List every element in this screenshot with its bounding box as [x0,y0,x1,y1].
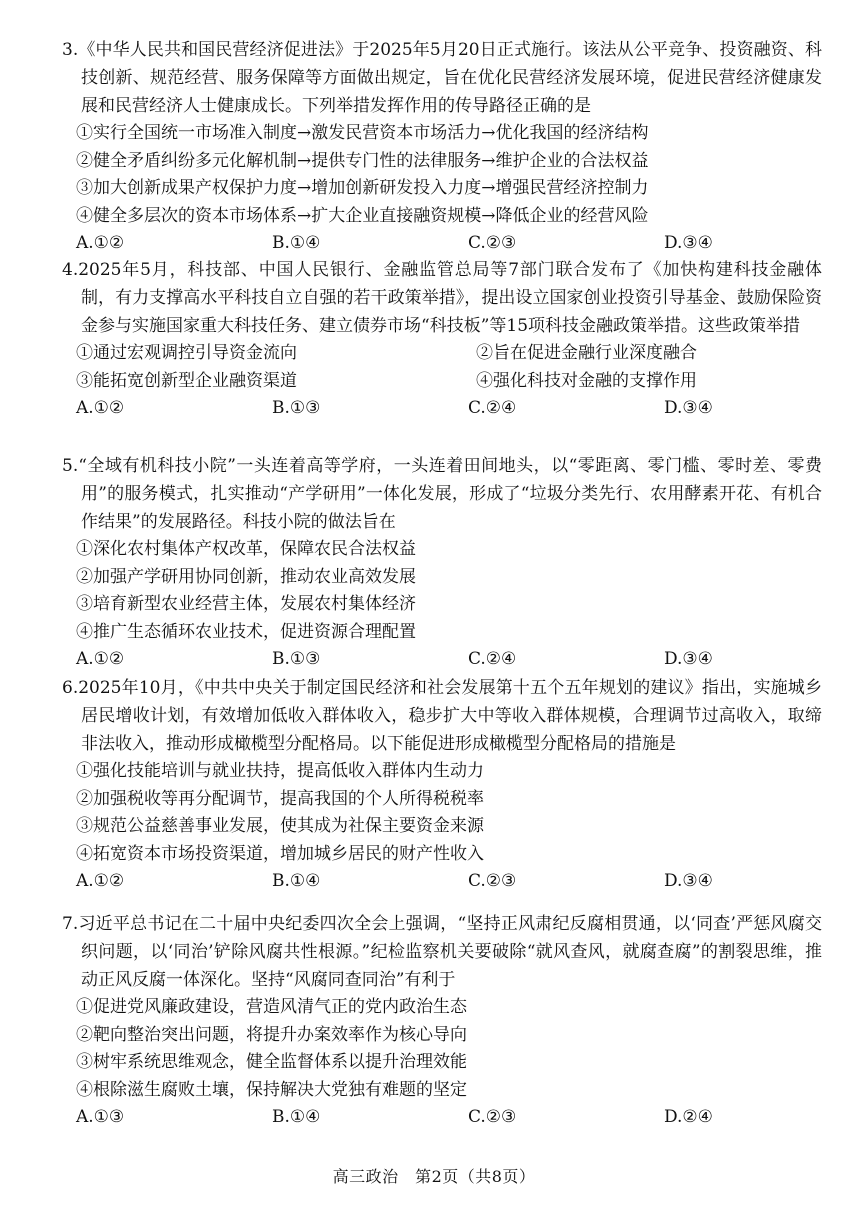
option-1: ①通过宏观调控引导资金流向 [76,343,297,363]
answer-a: A.①② [76,871,125,891]
question-7 [62,910,822,1132]
answer-b: B.①④ [272,1107,321,1127]
option-4: ④拓宽资本市场投资渠道，增加城乡居民的财产性收入 [76,843,484,864]
option-3: ③规范公益慈善事业发展，使其成为社保主要资金来源 [76,816,484,836]
answer-d: D.②④ [664,1107,713,1127]
answer-c: C.②③ [468,233,517,253]
question-6 [62,674,822,896]
option-4: ④健全多层次的资本市场体系→扩大企业直接融资规模→降低企业的经营风险 [76,205,649,226]
answer-b: B.①③ [272,649,321,669]
question-stem: 5.“全域有机科技小院”一头连着高等学府，一头连着田间地头，以“零距离、零门槛、零时差、零费用”的服务模式，扎实推动“产学研用”一体化发展，形成了“垃圾分类先行、农用酵素开花、有机合作结果”的发展路径。科技小院的做法旨在 [62,456,822,532]
option-3: ③加大创新成果产权保护力度→增加创新研发投入力度→增强民营经济控制力 [76,178,649,198]
option-2: ②加强税收等再分配调节，提高我国的个人所得税税率 [76,788,484,809]
option-1: ①实行全国统一市场准入制度→激发民营资本市场活力→优化我国的经济结构 [76,123,649,143]
answer-b: B.①④ [272,233,321,253]
question-3 [62,36,822,258]
answer-d: D.③④ [664,649,713,669]
question-stem: 3.《中华人民共和国民营经济促进法》于2025年5月20日正式施行。该法从公平竞争、投资融资、科技创新、规范经营、服务保障等方面做出规定，旨在优化民营经济发展环境，促进民营经济健康发展和民营经济人士健康成长。下列举措发挥作用的传导路径正确的是 [62,40,822,116]
answer-c: C.②④ [468,398,517,418]
option-4: ④推广生态循环农业技术，促进资源合理配置 [76,621,416,642]
question-4 [62,256,822,423]
question-stem: 7.习近平总书记在二十届中央纪委四次全会上强调，“坚持正风肃纪反腐相贯通，以‘同查’严惩风腐交织问题，以‘同治’铲除风腐共性根源。”纪检监察机关要破除“就风查风，就腐查腐”的割裂思维，推动正风反腐一体深化。坚持“风腐同查同治”有利于 [62,914,822,990]
answer-c: C.②④ [468,649,517,669]
answer-choices [62,395,822,423]
option-1: ①深化农村集体产权改革，保障农民合法权益 [76,539,416,559]
answer-c: C.②③ [468,871,517,891]
answer-b: B.①③ [272,398,321,418]
option-2: ②加强产学研用协同创新，推动农业高效发展 [76,566,416,587]
option-3: ③能拓宽创新型企业融资渠道 [76,370,297,391]
option-row [62,368,822,396]
option-2: ②健全矛盾纠纷多元化解机制→提供专门性的法律服务→维护企业的合法权益 [76,150,649,171]
option-2: ②靶向整治突出问题，将提升办案效率作为核心导向 [76,1024,467,1045]
answer-choices [62,1104,822,1132]
answer-d: D.③④ [664,233,713,253]
answer-d: D.③④ [664,398,713,418]
answer-choices [62,646,822,674]
option-2: ②旨在促进金融行业深度融合 [476,343,697,363]
question-stem: 6.2025年10月，《中共中央关于制定国民经济和社会发展第十五个五年规划的建议》指出，实施城乡居民增收计划，有效增加低收入群体收入，稳步扩大中等收入群体规模，合理调节过高收入，取缔非法收入，推动形成橄榄型分配格局。以下能促进形成橄榄型分配格局的措施是 [62,678,822,754]
option-row [62,340,822,368]
answer-c: C.②③ [468,1107,517,1127]
option-1: ①强化技能培训与就业扶持，提高低收入群体内生动力 [76,761,484,781]
answer-choices [62,230,822,258]
answer-a: A.①② [76,233,125,253]
answer-choices [62,868,822,896]
answer-a: A.①② [76,398,125,418]
option-4: ④根除滋生腐败土壤，保持解决大党独有难题的坚定 [76,1079,467,1100]
answer-d: D.③④ [664,871,713,891]
answer-a: A.①② [76,649,125,669]
answer-a: A.①③ [76,1107,125,1127]
answer-b: B.①④ [272,871,321,891]
question-stem: 4.2025年5月，科技部、中国人民银行、金融监管总局等7部门联合发布了《加快构建科技金融体制，有力支撑高水平科技自立自强的若干政策举措》，提出设立国家创业投资引导基金、鼓励保险资金参与实施国家重大科技任务、建立债券市场“科技板”等15项科技金融政策举措。这些政策举措 [62,260,822,336]
page-footer: 高三政治 第2页（共8页） [332,1167,536,1186]
option-3: ③培育新型农业经营主体，发展农村集体经济 [76,594,416,614]
question-5 [62,452,822,674]
option-4: ④强化科技对金融的支撑作用 [476,370,697,391]
option-3: ③树牢系统思维观念，健全监督体系以提升治理效能 [76,1052,467,1072]
option-1: ①促进党风廉政建设，营造风清气正的党内政治生态 [76,997,467,1017]
